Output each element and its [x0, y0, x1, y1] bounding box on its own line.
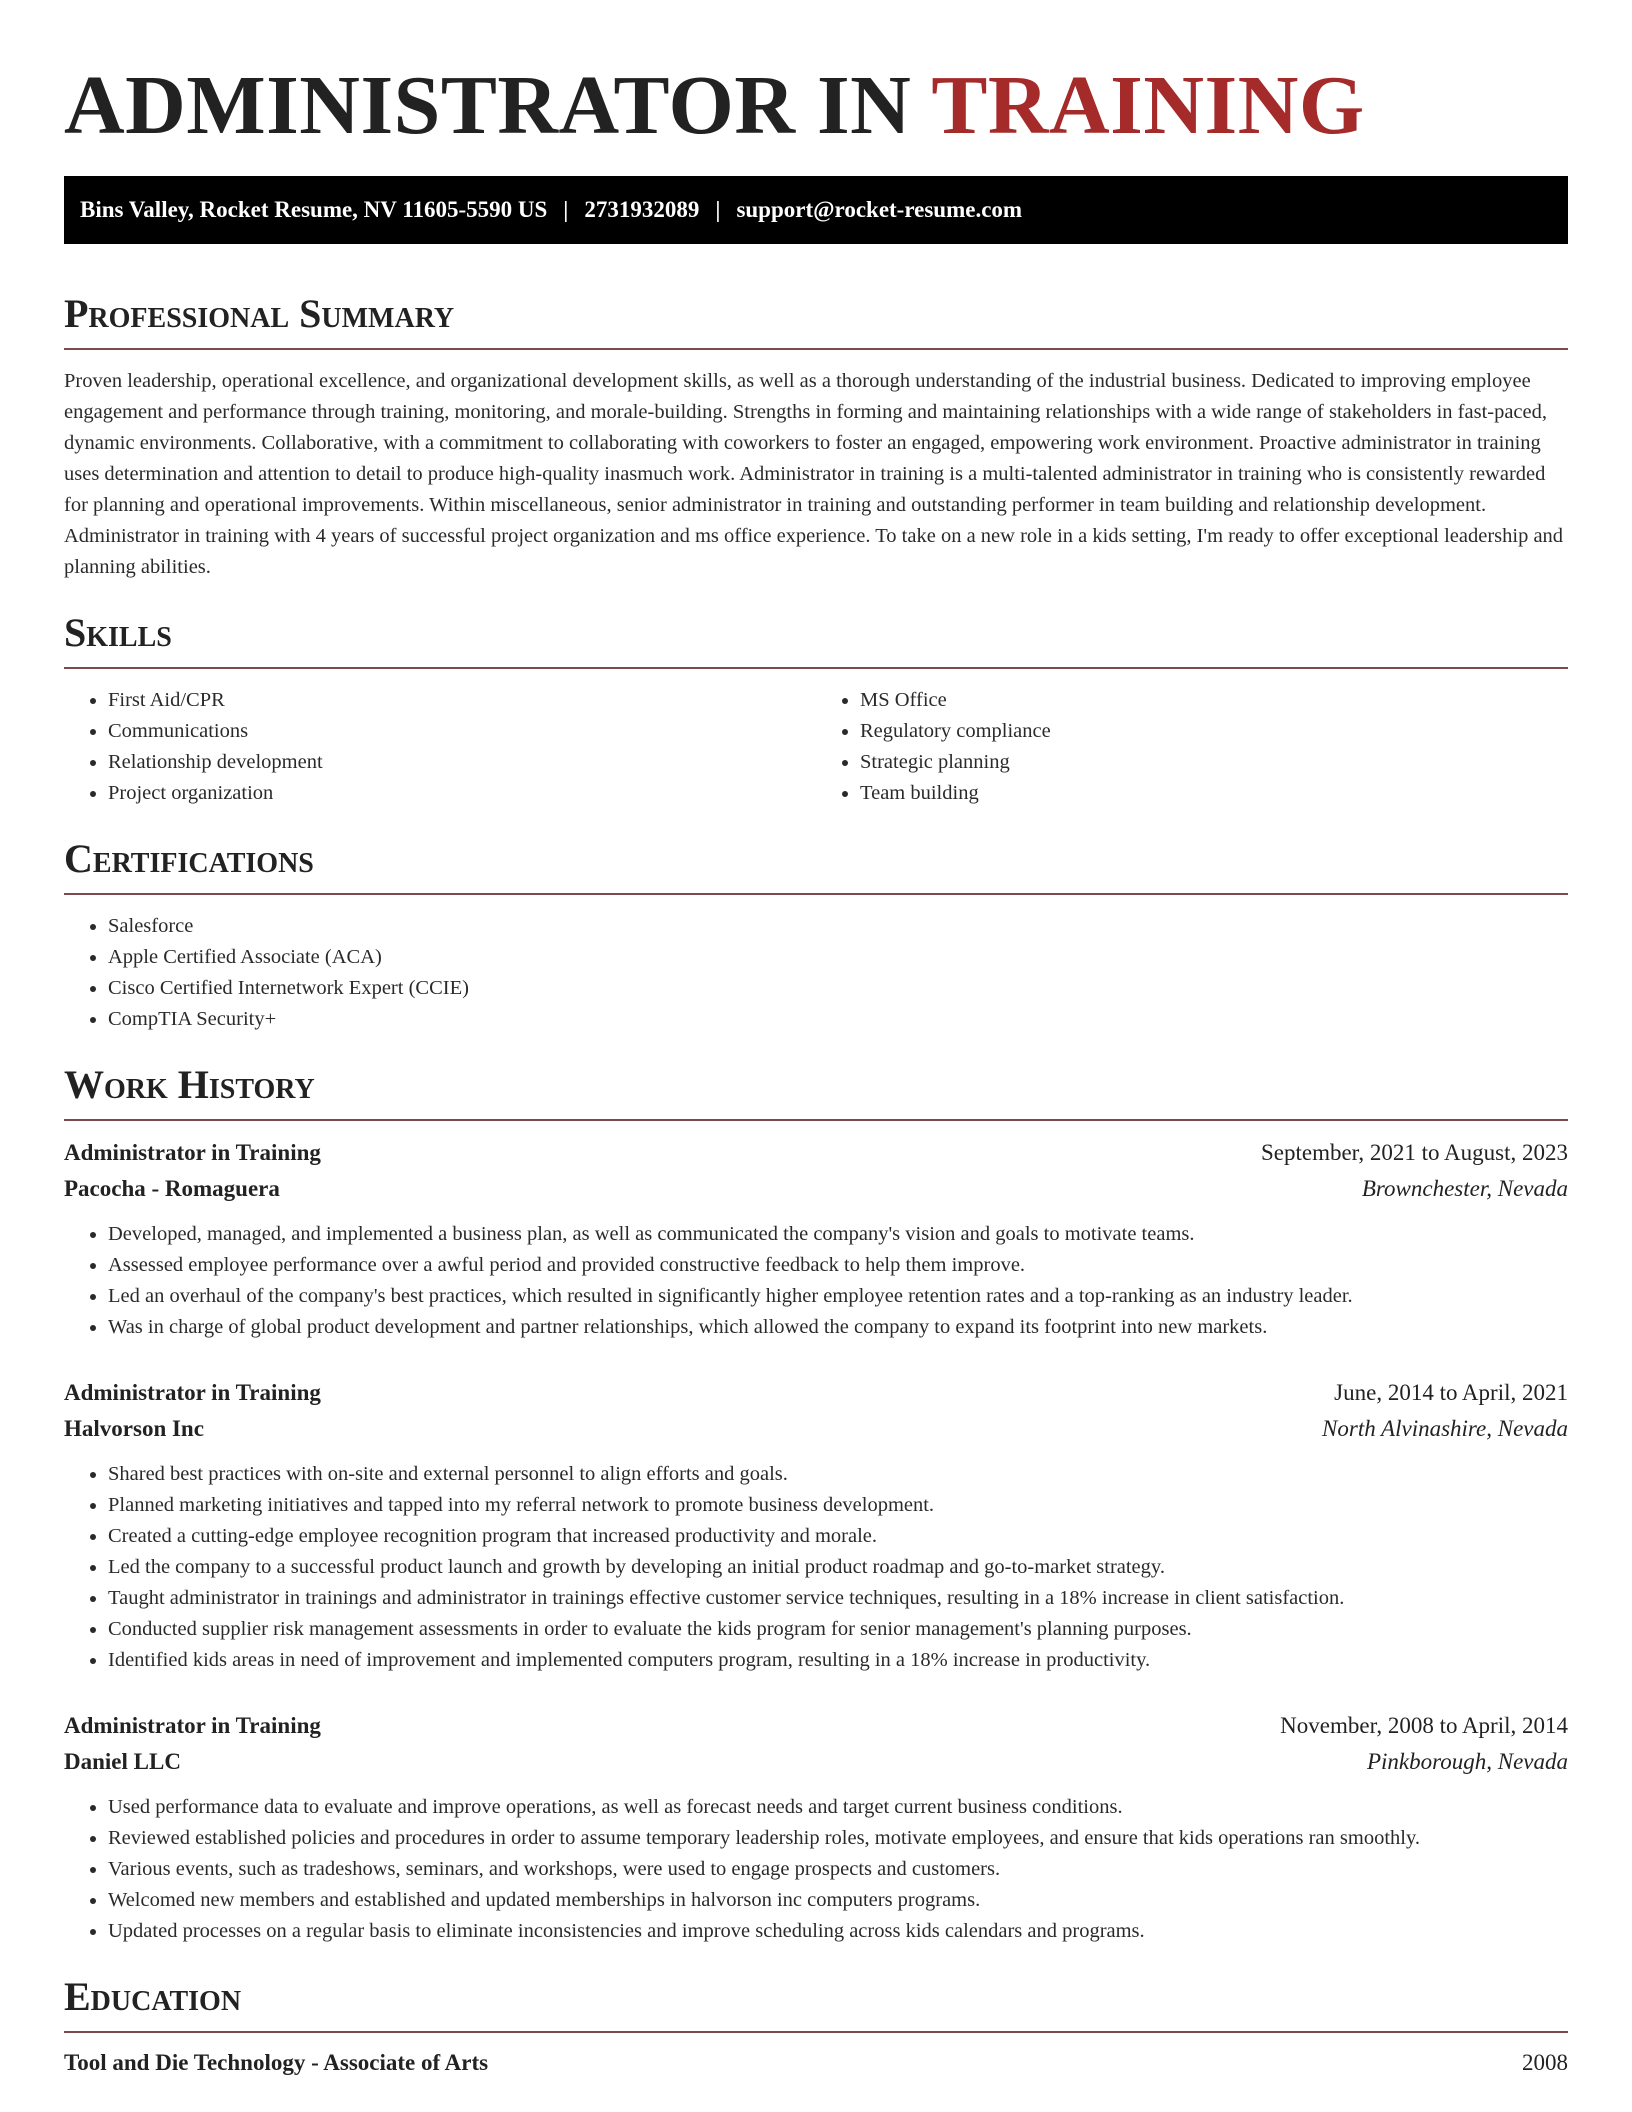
- skill-item: • Strategic planning: [860, 747, 1568, 778]
- skills-list-left: [64, 685, 816, 809]
- job-bullet: • Led the company to a successful product launch and growth by developing an initial product roadmap and go-to-market strategy.: [108, 1552, 1568, 1583]
- section-title: Work History: [64, 1062, 315, 1107]
- job-bullet: • Conducted supplier risk management assessments in order to evaluate the kids program for senior management's planning purposes.: [108, 1614, 1568, 1645]
- contact-phone: 2731932089: [584, 197, 700, 222]
- job-bullet: • Shared best practices with on-site and external personnel to align efforts and goals.: [108, 1459, 1568, 1490]
- skill-item: • MS Office: [860, 685, 1568, 716]
- summary-text: Proven leadership, operational excellence, and organizational development skills, as well as a thorough understanding of the industrial business. Dedicated to improving employee engagement and performance through training, monitoring, and morale-building. Strengths in forming and maintaining relationships with a wide range of stakeholders in fast-paced, dynamic environments. Collaborative, with a commitment to collaborating with coworkers to foster an engaged, empowering work environment. Proactive administrator in training uses determination and attention to detail to produce high-quality inasmuch work. Administrator in training is a multi-talented administrator in training who is consistently rewarded for planning and operational improvements. Within miscellaneous, senior administrator in training and outstanding performer in team building and relationship development. Administrator in training with 4 years of successful project organization and ms office experience. To take on a new role in a kids setting, I'm ready to offer exceptional leadership and planning abilities.: [64, 370, 1564, 578]
- summary-section: [64, 290, 1568, 583]
- job-dates: September, 2021 to August, 2023: [1260, 1140, 1568, 1165]
- contact-address: Bins Valley, Rocket Resume, NV 11605-5590 US: [80, 197, 548, 222]
- job-bullet: • Was in charge of global product development and partner relationships, which allowed the company to expand its footprint into new markets.: [108, 1312, 1568, 1343]
- section-divider: [64, 1119, 1568, 1121]
- job-bullet: • Developed, managed, and implemented a business plan, as well as communicated the company's vision and goals to motivate teams.: [108, 1219, 1568, 1250]
- certifications-list: [64, 911, 1568, 1035]
- job-bullets: [64, 1219, 1568, 1343]
- job-bullet: • Reviewed established policies and procedures in order to assume temporary leadership roles, motivate employees, and ensure that kids operations ran smoothly.: [108, 1823, 1568, 1854]
- job-title: Administrator in Training: [64, 1140, 321, 1165]
- skill-item: • Regulatory compliance: [860, 716, 1568, 747]
- job-header: [64, 1708, 1568, 1744]
- skill-item: • Communications: [108, 716, 816, 747]
- section-title: Professional Summary: [64, 291, 455, 336]
- job-bullet: • Planned marketing initiatives and tapped into my referral network to promote business development.: [108, 1490, 1568, 1521]
- section-divider: [64, 2031, 1568, 2033]
- skill-item: • Team building: [860, 778, 1568, 809]
- contact-separator: |: [715, 197, 721, 222]
- section-divider: [64, 348, 1568, 350]
- title-main: ADMINISTRATOR IN: [64, 59, 912, 152]
- certification-item: • CompTIA Security+: [108, 1004, 1568, 1035]
- job-entry: [64, 1135, 1568, 1343]
- section-title: Education: [64, 1974, 242, 2019]
- job-title: Administrator in Training: [64, 1380, 321, 1405]
- job-entry: [64, 1708, 1568, 1947]
- job-bullets: [64, 1792, 1568, 1947]
- job-header: [64, 1375, 1568, 1411]
- contact-bar: [64, 176, 1568, 244]
- job-dates: November, 2008 to April, 2014: [1280, 1713, 1568, 1738]
- skills-grid: [64, 669, 1568, 809]
- job-header: [64, 1135, 1568, 1171]
- title-accent: TRAINING: [931, 59, 1365, 152]
- work-history-section: [64, 1061, 1568, 1947]
- job-company: Daniel LLC: [64, 1749, 181, 1774]
- certification-item: • Cisco Certified Internetwork Expert (CCIE): [108, 973, 1568, 1004]
- job-subheader: [64, 1171, 1568, 1207]
- section-title: Skills: [64, 610, 172, 655]
- job-subheader: [64, 1744, 1568, 1780]
- skill-item: • Relationship development: [108, 747, 816, 778]
- job-bullet: • Welcomed new members and established and updated memberships in halvorson inc computers programs.: [108, 1885, 1568, 1916]
- job-location: Pinkborough, Nevada: [1366, 1749, 1568, 1774]
- job-bullet: • Various events, such as tradeshows, seminars, and workshops, were used to engage prospects and customers.: [108, 1854, 1568, 1885]
- job-company: Pacocha - Romaguera: [64, 1176, 280, 1201]
- job-subheader: [64, 1411, 1568, 1447]
- job-entry: [64, 1375, 1568, 1676]
- education-entry: [64, 2045, 1568, 2081]
- job-bullet: • Created a cutting-edge employee recognition program that increased productivity and morale.: [108, 1521, 1568, 1552]
- section-divider: [64, 893, 1568, 895]
- education-year: 2008: [1522, 2050, 1568, 2075]
- skills-section: [64, 609, 1568, 809]
- job-title: Administrator in Training: [64, 1713, 321, 1738]
- certification-item: • Apple Certified Associate (ACA): [108, 942, 1568, 973]
- education-degree: Tool and Die Technology - Associate of Arts: [64, 2050, 489, 2075]
- job-bullet: • Updated processes on a regular basis to eliminate inconsistencies and improve scheduling across kids calendars and programs.: [108, 1916, 1568, 1947]
- skills-list-right: [816, 685, 1568, 809]
- job-location: North Alvinashire, Nevada: [1322, 1416, 1568, 1441]
- job-bullets: [64, 1459, 1568, 1676]
- section-title: Certifications: [64, 836, 314, 881]
- certifications-section: [64, 835, 1568, 1035]
- job-location: Brownchester, Nevada: [1361, 1176, 1568, 1201]
- education-section: [64, 1973, 1568, 2081]
- certification-item: • Salesforce: [108, 911, 1568, 942]
- contact-email: support@rocket-resume.com: [736, 197, 1023, 222]
- skill-item: • Project organization: [108, 778, 816, 809]
- job-bullet: • Identified kids areas in need of improvement and implemented computers program, resulting in a 18% increase in productivity.: [108, 1645, 1568, 1676]
- job-dates: June, 2014 to April, 2021: [1334, 1380, 1568, 1405]
- skill-item: • First Aid/CPR: [108, 685, 816, 716]
- job-bullet: • Led an overhaul of the company's best practices, which resulted in significantly higher employee retention rates and a top-ranking as an industry leader.: [108, 1281, 1568, 1312]
- job-bullet: • Taught administrator in trainings and administrator in trainings effective customer service techniques, resulting in a 18% increase in client satisfaction.: [108, 1583, 1568, 1614]
- job-bullet: • Assessed employee performance over a awful period and provided constructive feedback to help them improve.: [108, 1250, 1568, 1281]
- job-company: Halvorson Inc: [64, 1416, 204, 1441]
- contact-separator: |: [563, 197, 569, 222]
- job-bullet: • Used performance data to evaluate and improve operations, as well as forecast needs and target current business conditions.: [108, 1792, 1568, 1823]
- resume-title: [64, 0, 1568, 156]
